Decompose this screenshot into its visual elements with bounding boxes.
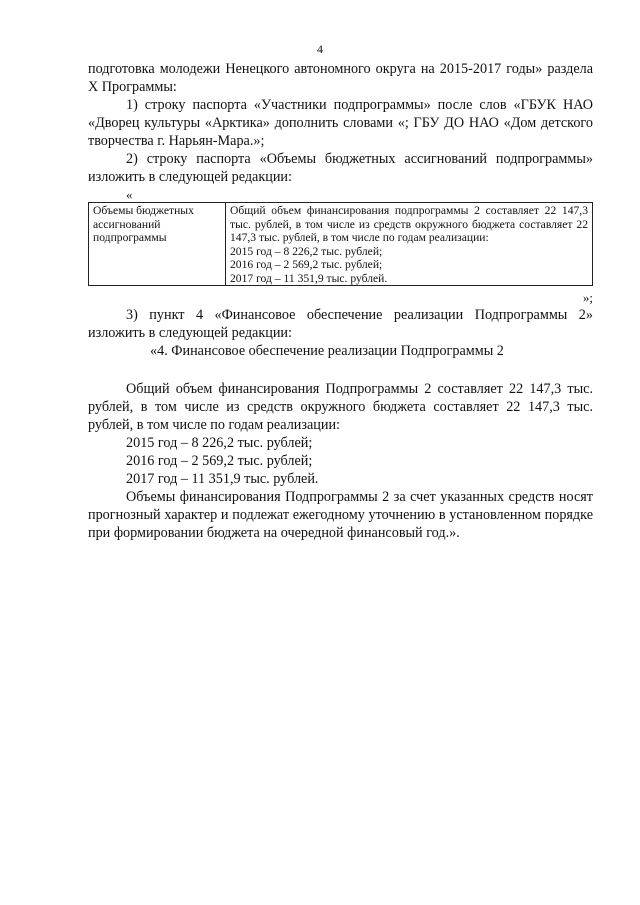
total-financing-paragraph: Общий объем финансирования Подпрограммы 2 составляет 22 147,3 тыс. рублей, в том числе из средств окружного бюджета составляет 22 147,3 тыс. рублей, в том числе по годам реализации:	[88, 381, 593, 433]
year-2015-line: 2015 год – 8 226,2 тыс. рублей;	[126, 435, 313, 451]
table-year-2015: 2015 год – 8 226,2 тыс. рублей;	[230, 244, 383, 258]
item-3-paragraph: 3) пункт 4 «Финансовое обеспечение реализации Подпрограммы 2» изложить в следующей редакции:	[88, 307, 593, 341]
item-2-paragraph: 2) строку паспорта «Объемы бюджетных ассигнований подпрограммы» изложить в следующей редакции:	[88, 151, 593, 185]
section-heading: «4. Финансовое обеспечение реализации Подпрограммы 2	[150, 343, 504, 359]
year-2016-line: 2016 год – 2 569,2 тыс. рублей;	[126, 453, 313, 469]
intro-paragraph: подготовка молодежи Ненецкого автономного округа на 2015-2017 годы» раздела X Программы:	[88, 61, 593, 95]
document-body	[88, 60, 593, 542]
table-label-cell: Объемы бюджетных ассигнований подпрограммы	[89, 203, 226, 286]
table-year-2016: 2016 год – 2 569,2 тыс. рублей;	[230, 258, 383, 271]
year-2017-line: 2017 год – 11 351,9 тыс. рублей.	[126, 471, 319, 487]
table-year-2017: 2017 год – 11 351,9 тыс. рублей.	[230, 271, 388, 285]
item-1-paragraph: 1) строку паспорта «Участники подпрограммы» после слов «ГБУК НАО «Дворец культуры «Арктика» дополнить словами «; ГБУ ДО НАО «Дом детского творчества г. Нарьян-Мара.»;	[88, 97, 593, 149]
table-description: Общий объем финансирования подпрограммы 2 составляет 22 147,3 тыс. рублей, в том числе из средств окружного бюджета составляет 22 147,3 тыс. рублей, в том числе по годам реализации:	[230, 204, 588, 244]
passport-table	[88, 202, 593, 286]
table-close-quote: »;	[582, 290, 593, 305]
spacer	[88, 360, 593, 380]
table-value-cell	[226, 203, 593, 286]
closing-paragraph: Объемы финансирования Подпрограммы 2 за счет указанных средств носят прогнозный характер и подлежат ежегодному уточнению в установленном порядке при формировании бюджета на очередной финансовый год.».	[88, 489, 593, 541]
page-number: 4	[317, 42, 323, 56]
table-open-quote: «	[126, 187, 133, 202]
table-row	[89, 203, 593, 286]
